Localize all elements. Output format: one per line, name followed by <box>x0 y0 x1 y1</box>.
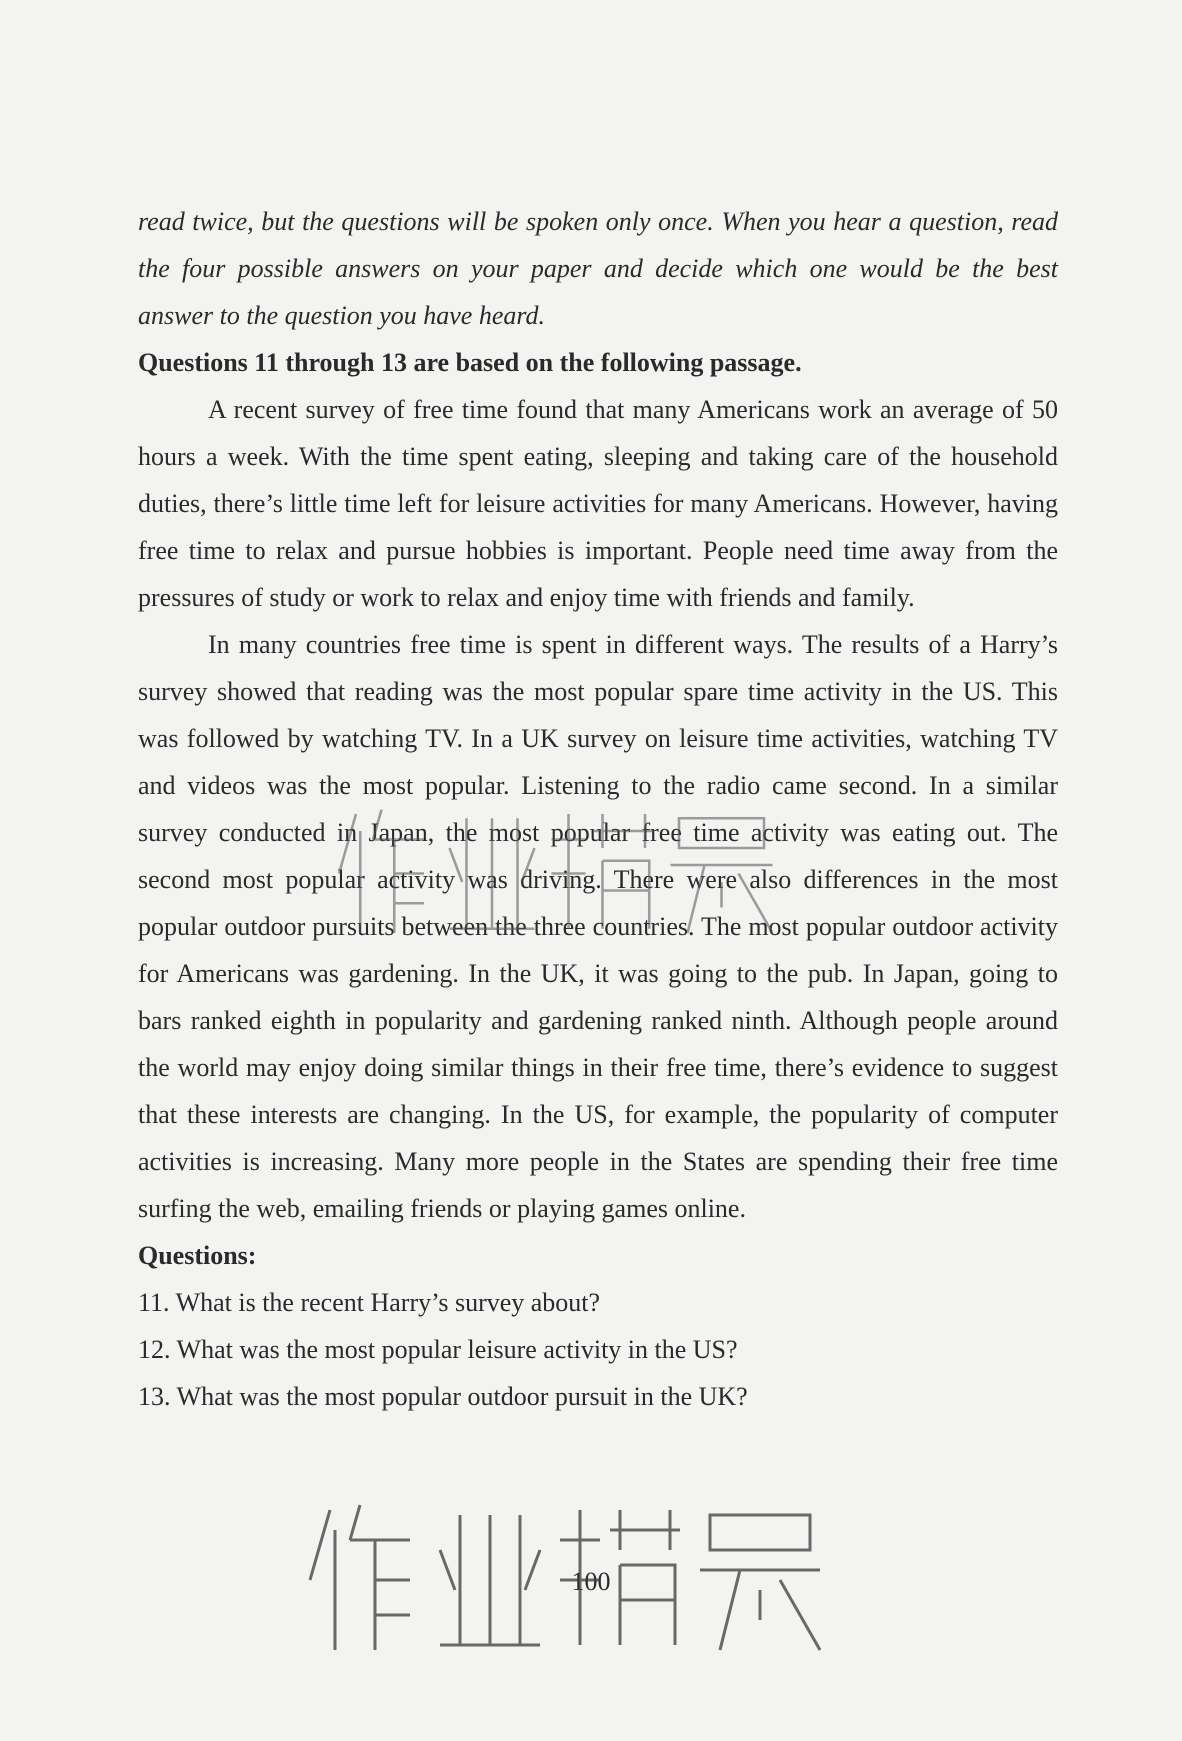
page-number: 100 <box>571 1567 611 1596</box>
passage-paragraph-1: A recent survey of free time found that many Americans work an average of 50 hours a week. With the time spent eating, sleeping and taking care of the household duties, there’s little time left for leisure activities for many Americans. However, having free time to relax and pursue hobbies is important. People need time away from the pressures of study or work to relax and enjoy time with friends and family. <box>138 395 1058 612</box>
questions-heading: Questions: <box>138 1241 257 1270</box>
document-body <box>138 198 1058 1420</box>
question-11: 11. What is the recent Harry’s survey about? <box>138 1288 601 1317</box>
question-13: 13. What was the most popular outdoor pursuit in the UK? <box>138 1382 748 1411</box>
passage-paragraph-2: In many countries free time is spent in different ways. The results of a Harry’s survey showed that reading was the most popular spare time activity in the US. This was followed by watching TV. In a UK survey on leisure time activities, watching TV and videos was the most popular. Listening to the radio came second. In a similar survey conducted in Japan, the most popular free time activity was eating out. The second most popular activity was driving. There were also differences in the most popular outdoor pursuits between the three countries. The most popular outdoor activity for Americans was gardening. In the UK, it was going to the pub. In Japan, going to bars ranked eighth in popularity and gardening ranked ninth. Although people around the world may enjoy doing similar things in their free time, there’s evidence to suggest that these interests are changing. In the US, for example, the popularity of computer activities is increasing. Many more people in the States are spending their free time surfing the web, emailing friends or playing games online. <box>138 630 1058 1223</box>
question-12: 12. What was the most popular leisure activity in the US? <box>138 1335 738 1364</box>
instructions-text: read twice, but the questions will be spoken only once. When you hear a question, read the four possible answers on your paper and decide which one would be the best answer to the question you have heard. <box>138 207 1058 330</box>
section-heading: Questions 11 through 13 are based on the following passage. <box>138 348 802 377</box>
